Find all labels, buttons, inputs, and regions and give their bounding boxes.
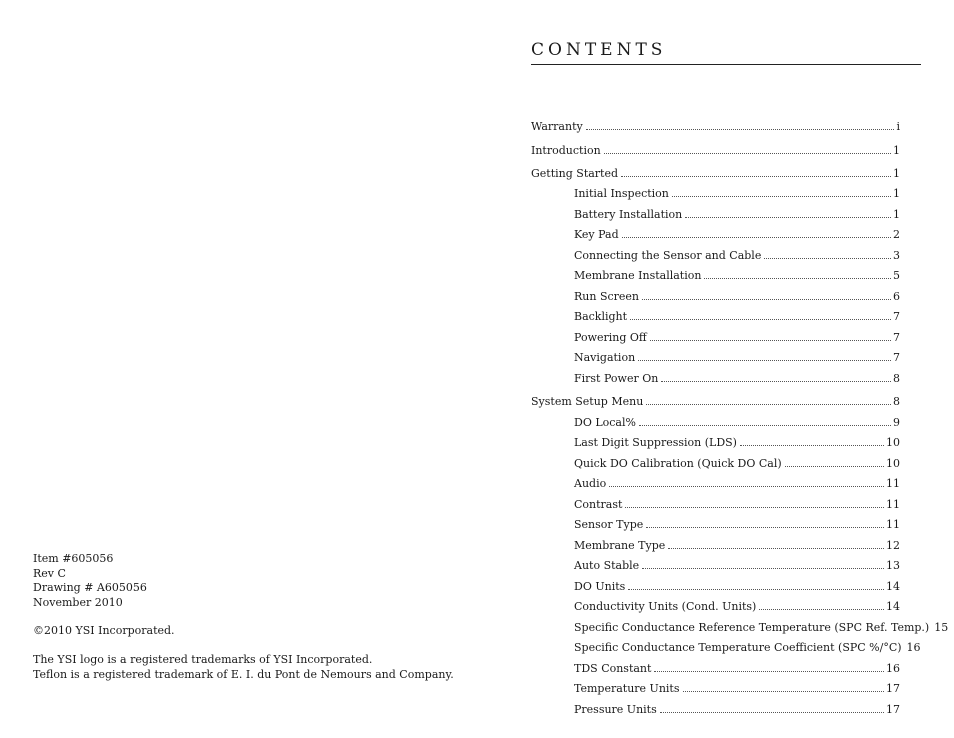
toc-entry-label: Backlight <box>574 310 628 323</box>
toc-entry[interactable] <box>574 207 900 222</box>
toc-entry-label: Run Screen <box>574 290 640 303</box>
toc-entry-page: 11 <box>886 498 900 511</box>
trademark-notice-ysi: The YSI logo is a registered trademarks of YSI Incorporated. <box>33 652 373 666</box>
toc-entry-page: 15 <box>934 621 949 634</box>
toc-entry[interactable] <box>574 661 900 676</box>
contents-title: CONTENTS <box>531 38 921 65</box>
toc-entry-page: 11 <box>886 518 900 531</box>
toc-entry[interactable] <box>574 289 900 304</box>
toc-entry[interactable] <box>531 119 900 134</box>
toc-entry-page: 16 <box>886 662 900 675</box>
toc-entry[interactable] <box>574 599 900 614</box>
toc-entry[interactable] <box>574 476 900 491</box>
toc-entry-label: Conductivity Units (Cond. Units) <box>574 600 757 613</box>
toc-leader-dots <box>660 702 884 713</box>
copyright-notice: ©2010 YSI Incorporated. <box>33 624 175 638</box>
toc-entry[interactable] <box>574 558 900 573</box>
toc-leader-dots <box>683 681 885 692</box>
toc-entry[interactable] <box>531 394 900 409</box>
toc-entry-page: 16 <box>906 641 921 654</box>
trademark-notice-teflon: Teflon is a registered trademark of E. I. du Pont de Nemours and Company. <box>33 667 454 681</box>
toc-entry-page: 7 <box>893 331 900 344</box>
toc-entry-label: Membrane Installation <box>574 269 702 282</box>
toc-entry[interactable] <box>574 268 900 283</box>
toc-entry-label: Auto Stable <box>574 559 640 572</box>
toc-entry-page: 7 <box>893 351 900 364</box>
toc-entry-label: Last Digit Suppression (LDS) <box>574 436 737 449</box>
toc-entry-page: 3 <box>893 249 900 262</box>
toc-entry[interactable] <box>574 248 900 263</box>
toc-entry-label: Pressure Units <box>574 703 657 716</box>
toc-entry[interactable] <box>574 227 900 242</box>
toc-entry-label: DO Local% <box>574 416 636 429</box>
toc-entry-label: Warranty <box>531 120 583 133</box>
toc-entry-label: DO Units <box>574 580 626 593</box>
toc-entry-label: Initial Inspection <box>574 187 669 200</box>
toc-leader-dots <box>609 476 884 487</box>
toc-entry-label: Getting Started <box>531 167 619 180</box>
toc-leader-dots <box>646 517 884 528</box>
toc-leader-dots <box>661 371 891 382</box>
toc-leader-dots <box>685 207 891 218</box>
toc-entry[interactable] <box>574 456 900 471</box>
toc-entry-page: 1 <box>893 208 900 221</box>
item-number: Item #605056 <box>33 552 114 565</box>
toc-entry-label: Contrast <box>574 498 623 511</box>
publication-date: November 2010 <box>33 595 123 609</box>
toc-leader-dots <box>672 186 891 197</box>
contents-page <box>531 38 949 716</box>
toc-entry[interactable] <box>574 640 921 655</box>
toc-entry[interactable] <box>574 186 900 201</box>
toc-entry-label: Membrane Type <box>574 539 666 552</box>
toc-entry[interactable] <box>574 620 949 635</box>
toc-entry-label: Connecting the Sensor and Cable <box>574 249 762 262</box>
toc-entry-page: 7 <box>893 310 900 323</box>
spacer <box>33 639 473 653</box>
toc-entry-page: 11 <box>886 477 900 490</box>
toc-entry-label: Introduction <box>531 144 601 157</box>
toc-leader-dots <box>586 119 895 130</box>
toc-entry[interactable] <box>531 143 900 158</box>
toc-entry-page: 9 <box>893 416 900 429</box>
toc-entry-label: Battery Installation <box>574 208 683 221</box>
toc-entry[interactable] <box>574 435 900 450</box>
toc-leader-dots <box>740 435 884 446</box>
toc-entry-page: 5 <box>893 269 900 282</box>
toc-entry[interactable] <box>574 350 900 365</box>
toc-entry[interactable] <box>574 497 900 512</box>
toc-entry-label: First Power On <box>574 372 659 385</box>
toc-leader-dots <box>622 227 891 238</box>
toc-leader-dots <box>654 661 884 672</box>
toc-entry-page: 17 <box>886 682 900 695</box>
imprint-block <box>33 552 473 682</box>
toc-entry-page: i <box>896 120 900 133</box>
toc-leader-dots <box>668 538 884 549</box>
toc-leader-dots <box>764 248 891 259</box>
toc-leader-dots <box>625 497 884 508</box>
toc-entry[interactable] <box>531 166 900 181</box>
toc-entry[interactable] <box>574 681 900 696</box>
toc-entry-label: Navigation <box>574 351 636 364</box>
toc-leader-dots <box>621 166 891 177</box>
toc-entry-page: 12 <box>886 539 900 552</box>
toc-entry-page: 10 <box>886 457 900 470</box>
toc-entry-label: Powering Off <box>574 331 647 344</box>
toc-leader-dots <box>628 579 884 590</box>
toc-entry-page: 1 <box>893 167 900 180</box>
toc-entry[interactable] <box>574 330 900 345</box>
toc-entry[interactable] <box>574 517 900 532</box>
toc-leader-dots <box>639 415 891 426</box>
toc-leader-dots <box>642 558 884 569</box>
drawing-number: Drawing # A605056 <box>33 581 147 595</box>
toc-entry[interactable] <box>574 538 900 553</box>
toc-entry-page: 6 <box>893 290 900 303</box>
toc-entry-page: 1 <box>893 187 900 200</box>
toc-leader-dots <box>638 350 891 361</box>
toc-entry-label: System Setup Menu <box>531 395 644 408</box>
spacer <box>33 610 473 624</box>
toc-entry-page: 8 <box>893 372 900 385</box>
toc-leader-dots <box>785 456 884 467</box>
toc-entry[interactable] <box>574 579 900 594</box>
toc-entry-label: Sensor Type <box>574 518 644 531</box>
toc-entry-page: 8 <box>893 395 900 408</box>
toc-entry-label: TDS Constant <box>574 662 652 675</box>
toc-entry-page: 17 <box>886 703 900 716</box>
toc-entry[interactable] <box>574 371 900 386</box>
toc-leader-dots <box>646 394 891 405</box>
toc-leader-dots <box>759 599 884 610</box>
toc-entry[interactable] <box>574 415 900 430</box>
toc-entry-page: 13 <box>886 559 900 572</box>
toc-entry[interactable] <box>574 702 900 717</box>
toc-leader-dots <box>704 268 891 279</box>
toc-entry-label: Audio <box>574 477 607 490</box>
toc-entry-page: 10 <box>886 436 900 449</box>
toc-entry-page: 14 <box>886 580 900 593</box>
toc-entry-page: 14 <box>886 600 900 613</box>
toc-entry[interactable] <box>574 309 900 324</box>
toc-entry-label: Temperature Units <box>574 682 680 695</box>
toc-entry-label: Quick DO Calibration (Quick DO Cal) <box>574 457 782 470</box>
toc-leader-dots <box>604 143 891 154</box>
toc-entry-label: Specific Conductance Reference Temperature (SPC Ref. Temp.) <box>574 621 930 634</box>
toc-leader-dots <box>630 309 891 320</box>
toc-entry-page: 2 <box>893 228 900 241</box>
toc-leader-dots <box>642 289 891 300</box>
toc-entry-page: 1 <box>893 144 900 157</box>
toc-leader-dots <box>650 330 891 341</box>
revision: Rev C <box>33 566 66 580</box>
toc-entry-label: Specific Conductance Temperature Coefficient (SPC %/°C) <box>574 641 902 654</box>
toc-entry-label: Key Pad <box>574 228 619 241</box>
